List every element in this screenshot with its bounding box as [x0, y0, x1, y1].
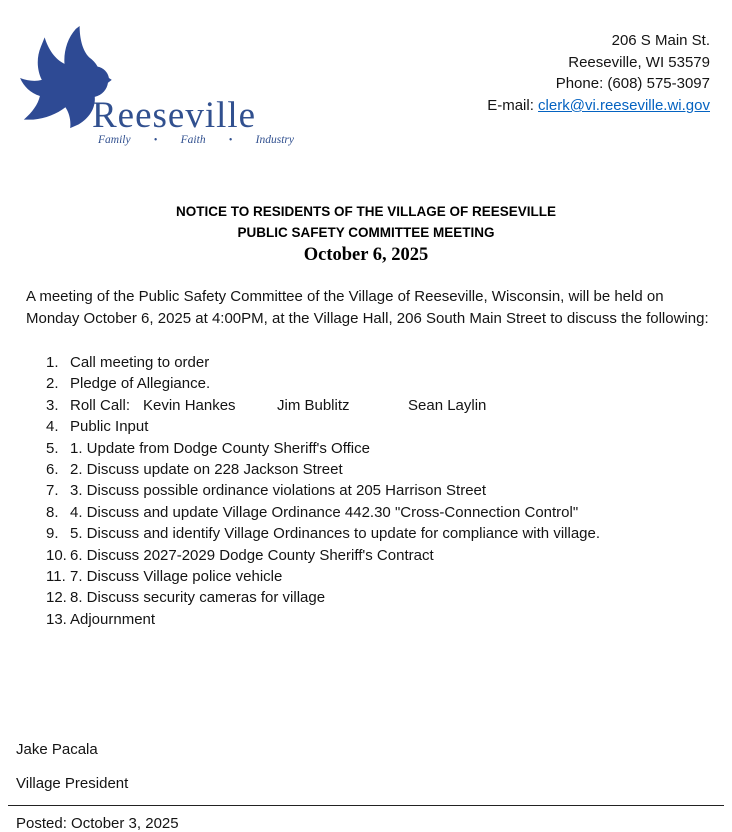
notice-date: October 6, 2025: [303, 245, 429, 265]
signature-title: Village President: [16, 775, 129, 792]
agenda-item-1: 1. Call meeting to order: [46, 354, 210, 371]
logo-tagline: [98, 134, 294, 146]
logo-wordmark: Reeseville: [92, 95, 257, 136]
tagline-word-faith: Faith: [180, 134, 206, 146]
agenda-item-7: 7. 3. Discuss possible ordinance violations at 205 Harrison Street: [46, 482, 487, 500]
roll-call-name-1: Kevin Hankes: [143, 396, 236, 414]
notice-title-line1: NOTICE TO RESIDENTS OF THE VILLAGE OF REESEVILLE: [175, 204, 557, 219]
village-logo: [12, 24, 312, 146]
notice-titles: [0, 201, 732, 268]
notice-title-line2: PUBLIC SAFETY COMMITTEE MEETING: [237, 225, 495, 240]
email-link[interactable]: clerk@vi.reeseville.wi.gov: [538, 96, 710, 114]
intro-paragraph: A meeting of the Public Safety Committee of the Village of Reeseville, Wisconsin, will be held on Monday October 6, 2025 at 4:00PM, at the Village Hall, 206 South Main Street to discuss the following:: [26, 288, 709, 327]
agenda-item-13: 13. Adjournment: [46, 610, 156, 628]
email-label: E-mail:: [487, 96, 539, 114]
tagline-bullet-icon: •: [228, 134, 233, 146]
agenda-item-9: 9. 5. Discuss and identify Village Ordinances to update for compliance with village.: [46, 525, 601, 543]
agenda-item-6: 6. 2. Discuss update on 228 Jackson Street: [46, 460, 343, 478]
contact-address-line2: Reeseville, WI 53579: [568, 53, 710, 71]
agenda-list: [46, 352, 706, 630]
contact-block: [487, 30, 710, 116]
agenda-item-3-roll-call: 3. Roll Call: Kevin Hankes Jim Bublitz Sean Laylin: [46, 395, 706, 416]
contact-phone: Phone: (608) 575-3097: [555, 75, 710, 93]
contact-address-line1: 206 S Main St.: [611, 32, 710, 49]
tagline-word-industry: Industry: [255, 134, 294, 146]
agenda-item-8: 8. 4. Discuss and update Village Ordinance 442.30 "Cross-Connection Control": [46, 503, 579, 521]
footer-divider: [8, 805, 724, 806]
posted-date: Posted: October 3, 2025: [16, 815, 179, 832]
agenda-item-4: 4. Public Input: [46, 418, 149, 436]
agenda-item-10: 10. 6. Discuss 2027-2029 Dodge County Sheriff's Contract: [46, 546, 434, 564]
tagline-bullet-icon: •: [153, 134, 158, 146]
agenda-item-12: 12. 8. Discuss security cameras for village: [46, 589, 326, 607]
tagline-word-family: Family: [98, 134, 131, 146]
agenda-item-2: 2. Pledge of Allegiance.: [46, 375, 211, 393]
roll-call-name-2: Jim Bublitz: [277, 396, 350, 414]
signature-name: Jake Pacala: [16, 741, 98, 758]
agenda-item-5: 5. 1. Update from Dodge County Sheriff's Office: [46, 439, 370, 457]
roll-call-name-3: Sean Laylin: [408, 396, 487, 414]
contact-email-line: [487, 95, 710, 117]
agenda-item-11: 11. 7. Discuss Village police vehicle: [46, 567, 283, 585]
